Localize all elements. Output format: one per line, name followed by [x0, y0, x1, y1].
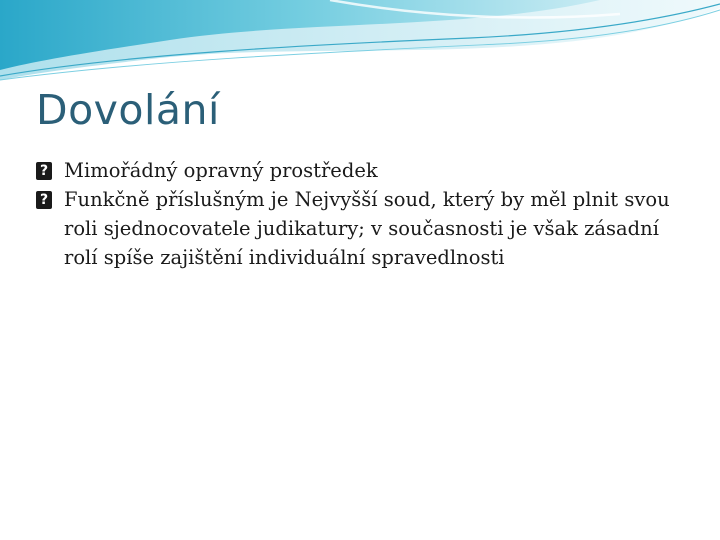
bullet-list	[36, 156, 686, 272]
slide-title: Dovolání	[36, 86, 220, 134]
header-wave-decoration	[0, 0, 720, 90]
bullet-marker-icon	[36, 191, 52, 209]
bullet-text: Funkčně příslušným je Nejvyšší soud, který by měl plnit svou roli sjednocovatele judikatury; v současnosti je však zásadní rolí spíše zajištění individuální spravedlnosti	[64, 188, 670, 269]
bullet-item	[36, 156, 686, 185]
bullet-text: Mimořádný opravný prostředek	[64, 159, 378, 182]
bullet-marker-icon	[36, 162, 52, 180]
bullet-item	[36, 185, 686, 272]
